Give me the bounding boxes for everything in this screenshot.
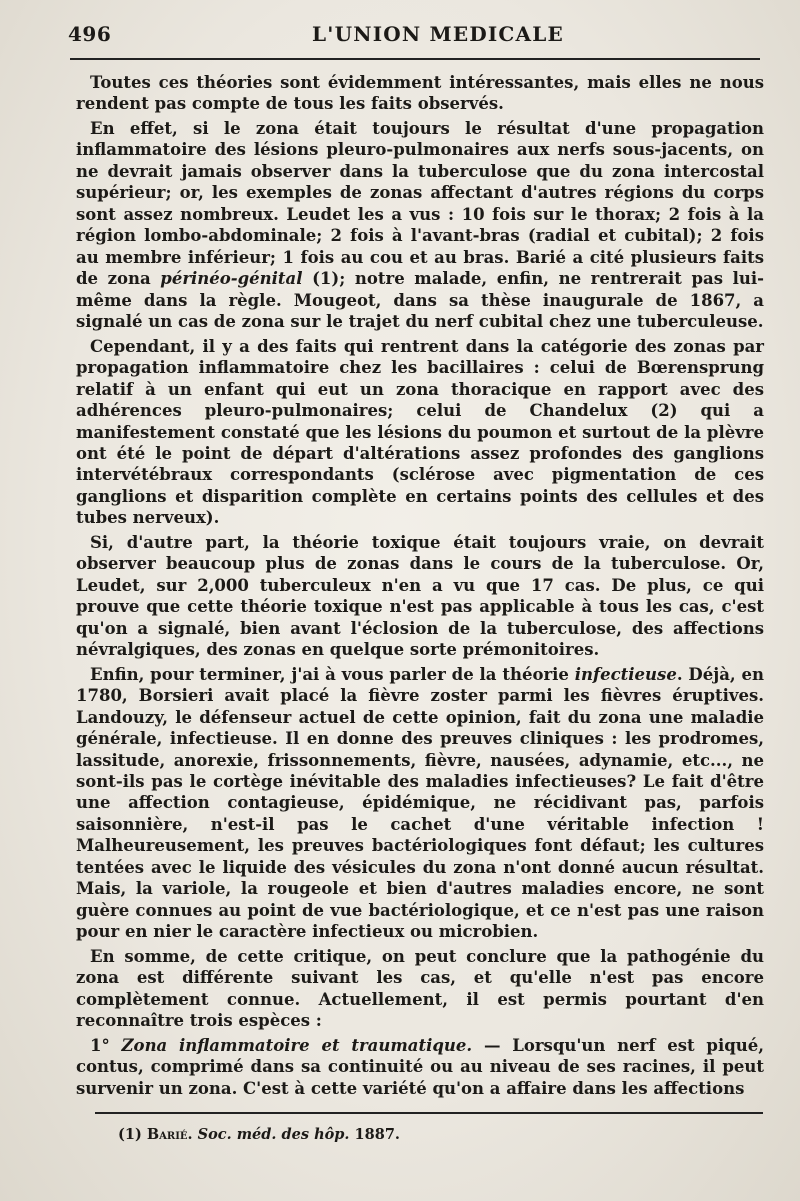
text-segment: En somme, de cette critique, on peut conclure que la pathogénie du zona est différente suivant les cas, et qu'elle n'est pas encore complètement connue. Actuellement, il est permis pourtant d'en reconnaître trois espèces : <box>76 946 764 1031</box>
paragraph <box>76 532 764 661</box>
footnote-source: Soc. méd. des hôp. <box>197 1126 350 1143</box>
footnote-rule <box>95 1112 763 1114</box>
footnote-author: Barié. <box>146 1126 193 1143</box>
page-header <box>68 22 758 52</box>
paragraph <box>76 336 764 529</box>
footnote-year: 1887. <box>354 1126 400 1143</box>
paragraph <box>76 946 764 1032</box>
italic-term: infectieuse <box>574 664 677 684</box>
text-segment: Enfin, pour terminer, j'ai à vous parler de la théorie <box>90 664 575 684</box>
footnote-number: (1) <box>118 1126 142 1143</box>
text-segment: Toutes ces théories sont évidemment intéressantes, mais elles ne nous rendent pas compte de tous les faits observés. <box>76 73 764 114</box>
text-segment: — Lorsqu'un nerf est piqué, contus, comprimé dans sa continuité ou au niveau de ses racines, il peut survenir un zona. C'est à cette variété qu'on a affaire dans les affections <box>76 1035 764 1098</box>
footnote <box>118 1126 758 1143</box>
running-head: L'UNION MEDICALE <box>312 22 564 46</box>
text-segment: Si, d'autre part, la théorie toxique était toujours vraie, on devrait observer beaucoup plus de zonas dans le cours de la tuberculose. Or, Leudet, sur 2,000 tuberculeux n'en a vu que 17 cas. De plus, ce qui prouve que cette théorie toxique n'est pas applicable à tous les cas, c'est qu'on a signalé, bien avant l'éclosion de la tuberculose, des affections névralgiques, des zonas en quelque sorte prémonitoires. <box>76 532 764 660</box>
paragraph <box>76 118 764 333</box>
body-text <box>76 72 764 1099</box>
italic-term: périnéo-génital <box>160 269 303 289</box>
paragraph <box>76 72 764 115</box>
paragraph <box>76 664 764 943</box>
text-segment: En effet, si le zona était toujours le résultat d'une propagation inflammatoire des lésions pleuro-pulmonaires aux nerfs sous-jacents, on ne devrait jamais observer dans la tuberculose que du zona intercostal supérieur; or, les exemples de zonas affectant d'autres régions du corps sont assez nombreux. Leudet les a vus : 10 fois sur le thorax; 2 fois à la région lombo-abdominale; 2 fois à l'avant-bras (radial et cubital); 2 fois au membre inférieur; 1 fois au cou et au bras. Barié a cité plusieurs faits de zona <box>76 118 764 289</box>
text-segment: . Déjà, en 1780, Borsieri avait placé la fièvre zoster parmi les fièvres éruptives. Landouzy, le défenseur actuel de cette opinion, fait du zona une maladie générale, infectieuse. Il en donne des preuves cliniques : les prodromes, lassitude, anorexie, frissonnements, fièvre, nausées, adynamie, etc..., ne sont-ils pas le cortège inévitable des maladies infectieuses? Le fait d'être une affection contagieuse, épidémique, ne récidivant pas, parfois saisonnière, n'est-il pas le cachet d'une véritable infection ! Malheureusement, les preuves bactériologiques font défaut; les cultures tentées avec le liquide des vésicules du zona n'ont donné aucun résultat. Mais, la variole, la rougeole et bien d'autres maladies encore, ne sont guère connues au point de vue bactériologique, et ce n'est pas une raison pour en nier le caractère infectieux ou microbien. <box>76 664 764 942</box>
italic-term: Zona inflammatoire et traumatique. <box>121 1035 473 1055</box>
text-segment: (1); notre malade, enfin, ne rentrerait pas lui-même dans la règle. Mougeot, dans sa thèse inaugurale de 1867, a signalé un cas de zona sur le trajet du nerf cubital chez une tuberculeuse. <box>76 269 764 332</box>
paragraph <box>76 1035 764 1099</box>
text-segment: Cependant, il y a des faits qui rentrent dans la catégorie des zonas par propagation inflammatoire chez les bacillaires : celui de Bœrensprung relatif à un enfant qui eut un zona thoracique en rapport avec des adhérences pleuro-pulmonaires; celui de Chandelux (2) qui a manifestement constaté que les lésions du poumon et surtout de la plèvre ont été le point de départ d'altérations assez profondes des ganglions intervétébraux correspondants (sclérose avec pigmentation de ces ganglions et disparition complète en certains points des cellules et des tubes nerveux). <box>76 336 764 528</box>
page-number: 496 <box>68 22 112 46</box>
header-rule <box>70 58 760 60</box>
text-segment: 1° <box>90 1035 122 1055</box>
